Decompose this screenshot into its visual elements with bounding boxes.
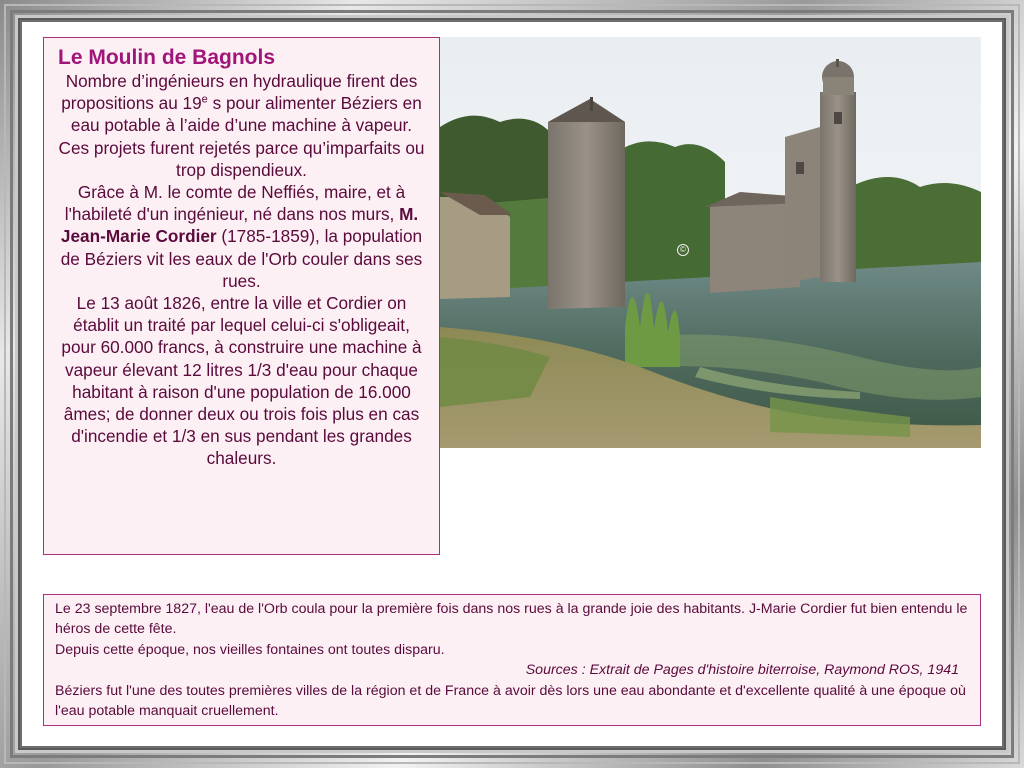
paragraph-cordier-text-b: (1785-1859), la population de Béziers vit les eaux de l'Orb couler dans ses rues. bbox=[60, 226, 423, 291]
paragraph-cordier bbox=[54, 181, 429, 292]
century-superscript: e bbox=[201, 93, 208, 106]
mill-photo-illustration bbox=[440, 37, 981, 448]
summary-line-beziers: Béziers fut l'une des toutes premières villes de la région et de France à avoir dès lors une eau abondante et d'excellente qualité à une époque où l'eau potable manquait cruellement. bbox=[55, 682, 966, 720]
summary-line-fountains: Depuis cette époque, nos vieilles fontaines ont toutes disparu. bbox=[55, 641, 445, 658]
mill-photo bbox=[440, 37, 981, 448]
source-citation: Sources : Extrait de Pages d'histoire biterroise, Raymond ROS, 1941 bbox=[525, 662, 959, 679]
paragraph-treaty: Le 13 août 1826, entre la ville et Cordier on établit un traité par lequel celui-ci s'obligeait, pour 60.000 francs, à construire une machine à vapeur élevant 12 litres 1/3 d'eau pour chaque habitant à raison d'une population de 16.000 âmes; de donner deux ou trois fois plus en cas d'incendie et 1/3 en sus pendant les grandes chaleurs. bbox=[61, 293, 422, 469]
paragraph-engineers-text-a: Nombre d’ingénieurs en hydraulique firent des propositions au 19 bbox=[61, 71, 418, 114]
paragraph-engineers bbox=[54, 70, 429, 181]
page-title: Le Moulin de Bagnols bbox=[58, 46, 276, 69]
summary-text-box bbox=[43, 594, 981, 726]
copyright-icon: © bbox=[677, 244, 689, 256]
summary-line-first-water: Le 23 septembre 1827, l'eau de l'Orb coula pour la première fois dans nos rues à la grande joie des habitants. J-Marie Cordier fut bien entendu le héros de cette fête. bbox=[55, 601, 968, 638]
cordier-name: M. Jean-Marie Cordier bbox=[60, 204, 419, 247]
history-text-box bbox=[43, 37, 440, 555]
paragraph-engineers-text-b: s pour alimenter Béziers en eau potable à l’aide d’une machine à vapeur. Ces projets furent rejetés parce qu’imparfaits ou trop dispendieux. bbox=[58, 93, 425, 180]
paragraph-cordier-text-a: Grâce à M. le comte de Neffiés, maire, et à l'habileté d'un ingénieur, né dans nos murs, bbox=[64, 182, 406, 225]
